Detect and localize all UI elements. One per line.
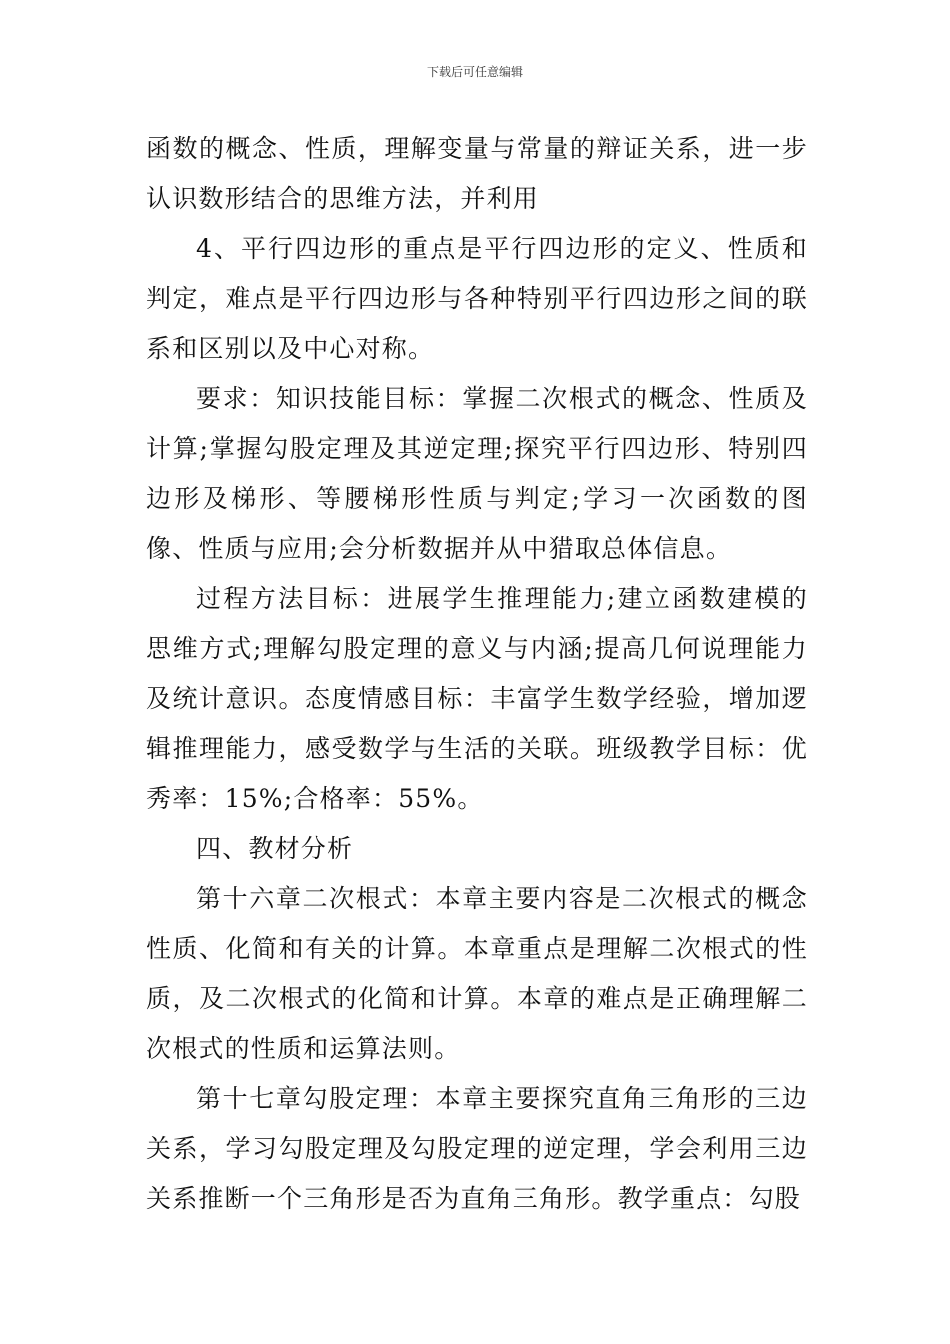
document-body (146, 124, 808, 1224)
page-header: 下载后可任意编辑 (426, 65, 523, 79)
paragraph-chapter-17: 第十七章勾股定理：本章主要探究直角三角形的三边关系，学习勾股定理及勾股定理的逆定理，学会利用三边关系推断一个三角形是否为直角三角形。教学重点：勾股 (146, 1084, 808, 1213)
paragraph-chapter-16: 第十六章二次根式：本章主要内容是二次根式的概念性质、化简和有关的计算。本章重点是理解二次根式的性质，及二次根式的化简和计算。本章的难点是正确理解二次根式的性质和运算法则。 (146, 884, 808, 1063)
paragraph-function-concepts: 函数的概念、性质，理解变量与常量的辩证关系，进一步认识数形结合的思维方法，并利用 (146, 134, 808, 213)
section-heading-textbook-analysis: 四、教材分析 (196, 834, 354, 863)
paragraph-knowledge-goals: 要求：知识技能目标：掌握二次根式的概念、性质及计算;掌握勾股定理及其逆定理;探究平行四边形、特别四边形及梯形、等腰梯形性质与判定;学习一次函数的图像、性质与应用;会分析数据并从中猎取总体信息。 (146, 384, 808, 563)
paragraph-parallelogram-focus: 4、平行四边形的重点是平行四边形的定义、性质和判定，难点是平行四边形与各种特别平行四边形之间的联系和区别以及中心对称。 (146, 234, 808, 363)
paragraph-process-goals: 过程方法目标：进展学生推理能力;建立函数建模的思维方式;理解勾股定理的意义与内涵;提高几何说理能力及统计意识。态度情感目标：丰富学生数学经验，增加逻辑推理能力，感受数学与生活的关联。班级教学目标：优秀率：15%;合格率：55%。 (146, 584, 808, 813)
